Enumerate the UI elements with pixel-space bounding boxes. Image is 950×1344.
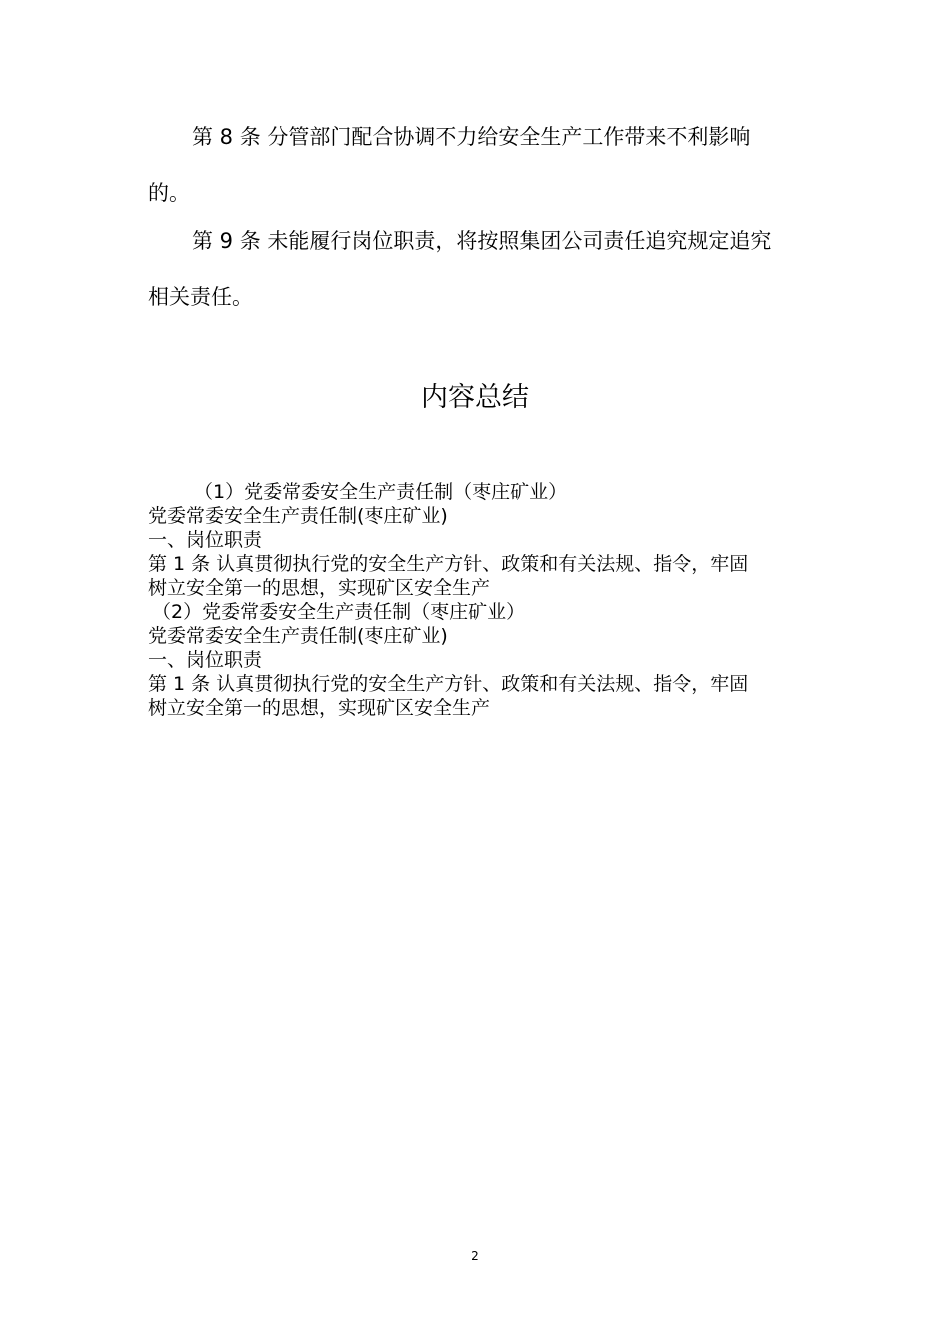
article-8-line-1: 第 8 条 分管部门配合协调不力给安全生产工作带来不利影响	[192, 125, 751, 149]
article-8-paragraph	[148, 109, 808, 221]
article-9-line-1: 第 9 条 未能履行岗位职责，将按照集团公司责任追究规定追究	[192, 229, 772, 253]
summary-line: 树立安全第一的思想，实现矿区安全生产	[148, 577, 491, 599]
summary-line: 第 1 条 认真贯彻执行党的安全生产方针、政策和有关法规、指令，牢固	[148, 553, 749, 575]
summary-line: （1）党委常委安全生产责任制（枣庄矿业）	[194, 481, 568, 503]
summary-line: 一、岗位职责	[148, 649, 263, 671]
article-9-paragraph	[148, 213, 808, 325]
summary-line: 树立安全第一的思想，实现矿区安全生产	[148, 697, 491, 719]
summary-line: 党委常委安全生产责任制(枣庄矿业)	[148, 625, 448, 647]
page-number: 2	[471, 1249, 479, 1263]
article-8-line-2: 的。	[148, 181, 190, 205]
summary-line: （2）党委常委安全生产责任制（枣庄矿业）	[152, 601, 526, 623]
summary-line: 党委常委安全生产责任制(枣庄矿业)	[148, 505, 448, 527]
summary-title: 内容总结	[421, 382, 529, 413]
summary-line: 一、岗位职责	[148, 529, 263, 551]
summary-body	[148, 480, 818, 720]
summary-line: 第 1 条 认真贯彻执行党的安全生产方针、政策和有关法规、指令，牢固	[148, 673, 749, 695]
article-9-line-2: 相关责任。	[148, 285, 253, 309]
